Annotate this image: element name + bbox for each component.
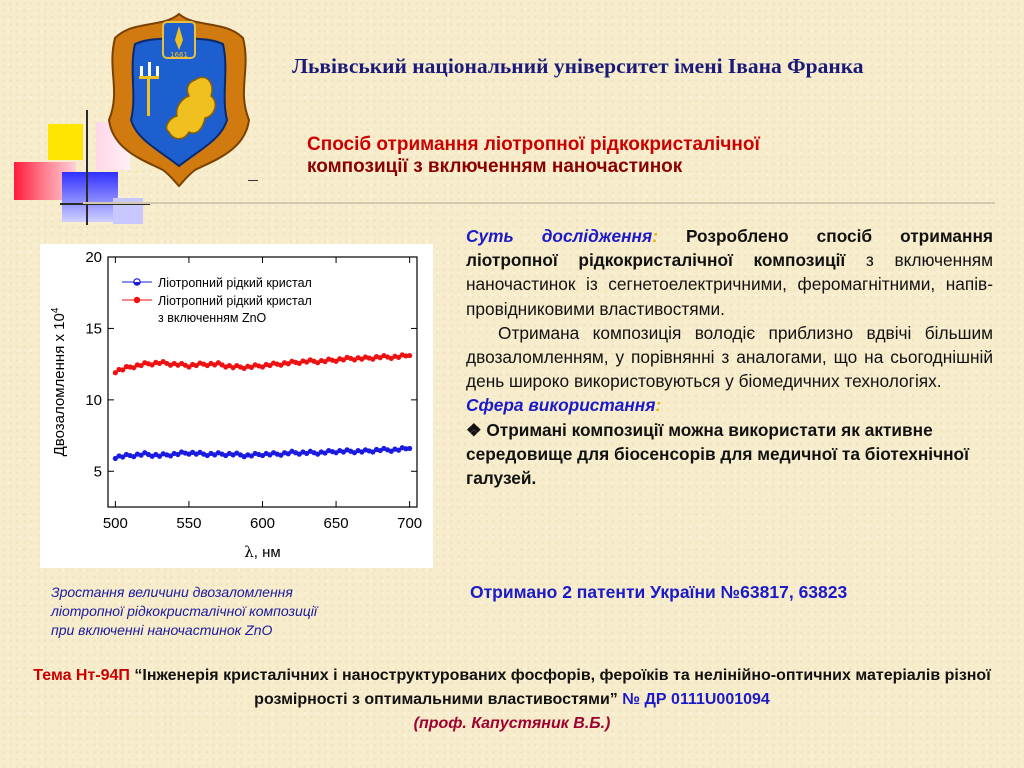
caption-line-1: Зростання величини двозаломлення [51,584,293,600]
footer-topic [30,664,994,736]
chart-caption [51,583,431,640]
caption-line-2: ліотропної рідкокристалічної композиції [51,603,317,619]
research-rest: з включенням наночастинок із сегнетоелектричними, феромагнітними, напів-провідниковими властивостями. [466,250,993,319]
decor-yellow-square [48,124,83,160]
diamond-bullet-icon: ❖ [466,419,482,440]
series-1 [113,297,412,376]
data-point [407,446,412,451]
page-title [307,134,927,178]
y-tick-label: 10 [85,391,102,409]
application-heading [466,393,993,417]
x-tick-label: 550 [176,515,202,532]
research-lead: Розроблено спосіб отримання ліотропної рідкокристалічної [466,226,993,271]
header-divider [83,202,995,204]
supervisor: (проф. Капустяник В.Б.) [413,715,611,732]
legend-marker [134,297,140,303]
y-axis-label: Двозаломлення x $10^4$ [50,307,68,457]
research-colon: : [652,226,658,246]
research-paragraph-2: Отримана композиція володіє приблизно вдвічі більшим двозаломленням, у порівнянні з аналогами, що на сьогоднішній день широко використовуються у біомедичних технологіях. [466,322,993,392]
crest-year: 1661 [170,51,188,59]
legend-label-0: Ліотропний рідкий кристал [158,276,312,290]
x-tick-label: 500 [102,515,128,532]
title-line-2: композиції з включенням наночастинок [307,156,683,177]
research-paragraph [466,224,993,321]
university-crest-logo [103,10,255,188]
patents-note: Отримано 2 патенти України №63817, 63823 [470,582,848,602]
x-axis-label: λ, нм [244,543,281,561]
y-tick-label: 20 [85,249,102,266]
x-tick-label: 650 [323,515,349,532]
x-tick-label: 600 [249,515,276,532]
x-tick-label: 700 [397,515,423,532]
legend-label-1: Ліотропний рідкий кристал з включенням ZnO [158,294,312,325]
data-point [407,353,412,358]
application-colon: : [655,395,662,416]
crest-underline [248,180,258,181]
registration-number: № ДР 0111U001094 [622,691,770,708]
birefringence-chart [40,244,433,568]
description-text [466,224,993,490]
research-label: Суть дослідження [466,226,653,246]
application-item [466,418,993,491]
y-tick-label: 5 [93,463,102,481]
research-bold-term: композиції [753,250,846,271]
topic-title: “Інженерія кристалічних і наноструктурованих фосфорів, фероїків та нелінійно-оптичних матеріалів різної розмірності з оптимальними властивостями” [129,667,991,708]
application-text: Отримані композиції можна використати як активне середовище для біосенсорів для медичної та біотехнічної галузей. [466,419,969,489]
topic-label: Тема Нт-94П [33,667,130,684]
application-label: Сфера використання [466,395,656,416]
caption-line-3: при включенні наночастинок ZnO [51,622,273,638]
title-line-1: Спосіб отримання ліотропної рідкокристалічної [307,134,760,155]
chart-panel [40,244,433,568]
decor-vertical-line [86,110,88,225]
y-tick-label: 15 [85,320,102,338]
university-name: Львівський національний університет імені Івана Франка [292,54,864,78]
